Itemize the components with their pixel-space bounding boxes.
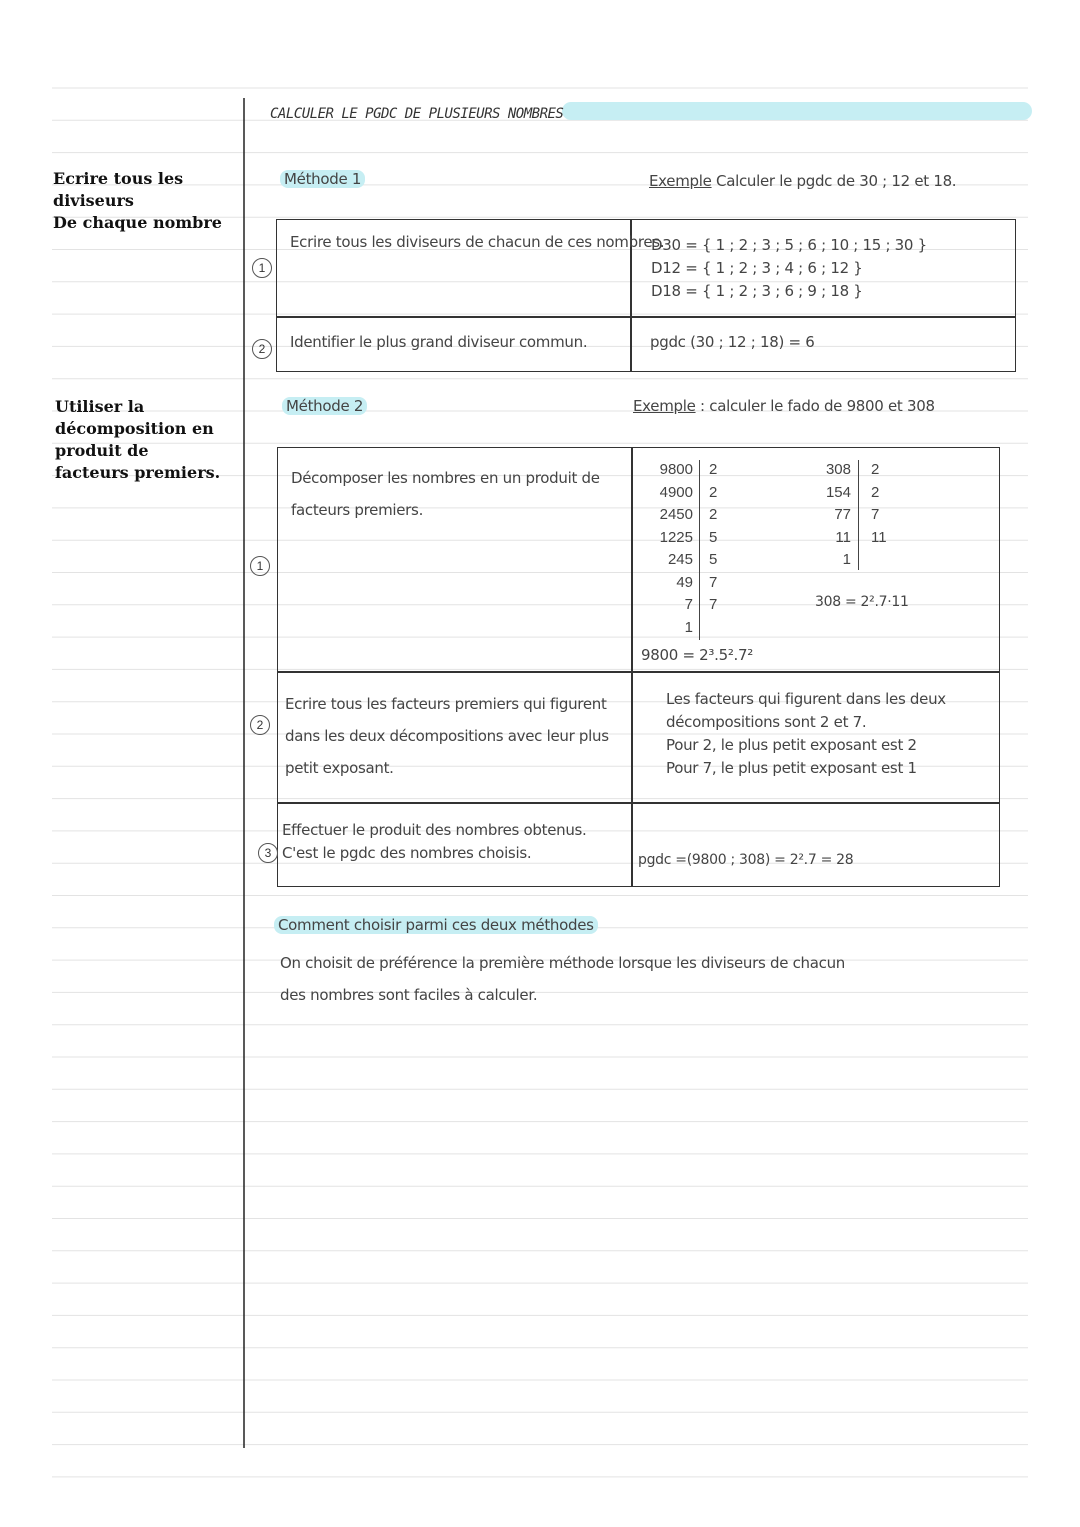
step-number: 2: [252, 339, 272, 359]
common-factors-text: Les facteurs qui figurent dans les deux décompositions sont 2 et 7. Pour 2, le plus petit exposant est 2 Pour 7, le plus petit exposant est 1: [666, 690, 946, 777]
step-number: 1: [250, 556, 270, 576]
method2-step2-text: Ecrire tous les facteurs premiers qui figurent dans les deux décompositions avec leur plus petit exposant.: [285, 695, 609, 777]
divisor-set: D12 = { 1 ; 2 ; 3 ; 4 ; 6 ; 12 }: [651, 259, 863, 277]
sidebar-line: diviseurs: [53, 191, 134, 210]
decomp-9800-result: 9800 = 2³.5².7²: [641, 646, 753, 664]
choose-text: On choisit de préférence la première méthode lorsque les diviseurs de chacun des nombres sont faciles à calculer.: [280, 954, 846, 1004]
decomp-308-result: 308 = 2².7·11: [815, 594, 909, 610]
sidebar-line: Utiliser la: [55, 397, 145, 416]
decomp-308-numbers: 308 154 77 11 1: [825, 461, 851, 568]
method2-step3-text: Effectuer le produit des nombres obtenus. C'est le pgdc des nombres choisis.: [282, 821, 587, 862]
method1-result: pgdc (30 ; 12 ; 18) = 6: [650, 333, 815, 351]
sidebar-line: décomposition en: [55, 419, 214, 438]
method2-label: Méthode 2: [282, 397, 367, 415]
final-result: pgdc =(9800 ; 308) = 2².7 = 28: [638, 852, 854, 868]
divisor-sets: [651, 234, 927, 303]
method1-step2-text: Identifier le plus grand diviseur commun.: [290, 333, 588, 351]
step-number: 1: [252, 258, 272, 278]
divisor-set: D18 = { 1 ; 2 ; 3 ; 6 ; 9 ; 18 }: [651, 282, 863, 300]
choose-heading: Comment choisir parmi ces deux méthodes: [274, 916, 598, 934]
sidebar-note-decomposition: [55, 396, 220, 484]
step-number: 2: [250, 715, 270, 735]
page-title: CALCULER LE PGDC DE PLUSIEURS NOMBRES: [270, 106, 564, 122]
sidebar-line: De chaque nombre: [53, 213, 222, 232]
sidebar-line: facteurs premiers.: [55, 463, 221, 482]
step-number: 3: [258, 843, 278, 863]
sidebar-line: Ecrire tous les: [53, 169, 184, 188]
method1-example: Exemple Calculer le pgdc de 30 ; 12 et 18.: [649, 172, 957, 190]
method2-step1-text: Décomposer les nombres en un produit de facteurs premiers.: [291, 469, 600, 519]
method1-step1-text: Ecrire tous les diviseurs de chacun de ces nombres.: [290, 233, 665, 251]
divisor-set: D30 = { 1 ; 2 ; 3 ; 5 ; 6 ; 10 ; 15 ; 30 }: [651, 236, 927, 254]
decomp-308-factors: 2 2 7 11: [871, 461, 887, 546]
sidebar-line: produit de: [55, 441, 149, 460]
method1-label: Méthode 1: [280, 170, 365, 188]
method2-example: Exemple : calculer le fado de 9800 et 308: [633, 397, 935, 415]
sidebar-note-divisors: [53, 168, 222, 234]
decomp-9800-numbers: 9800 4900 2450 1225 245 49 7 1: [659, 461, 693, 636]
decomp-9800-factors: 2 2 2 5 5 7 7: [709, 461, 718, 613]
